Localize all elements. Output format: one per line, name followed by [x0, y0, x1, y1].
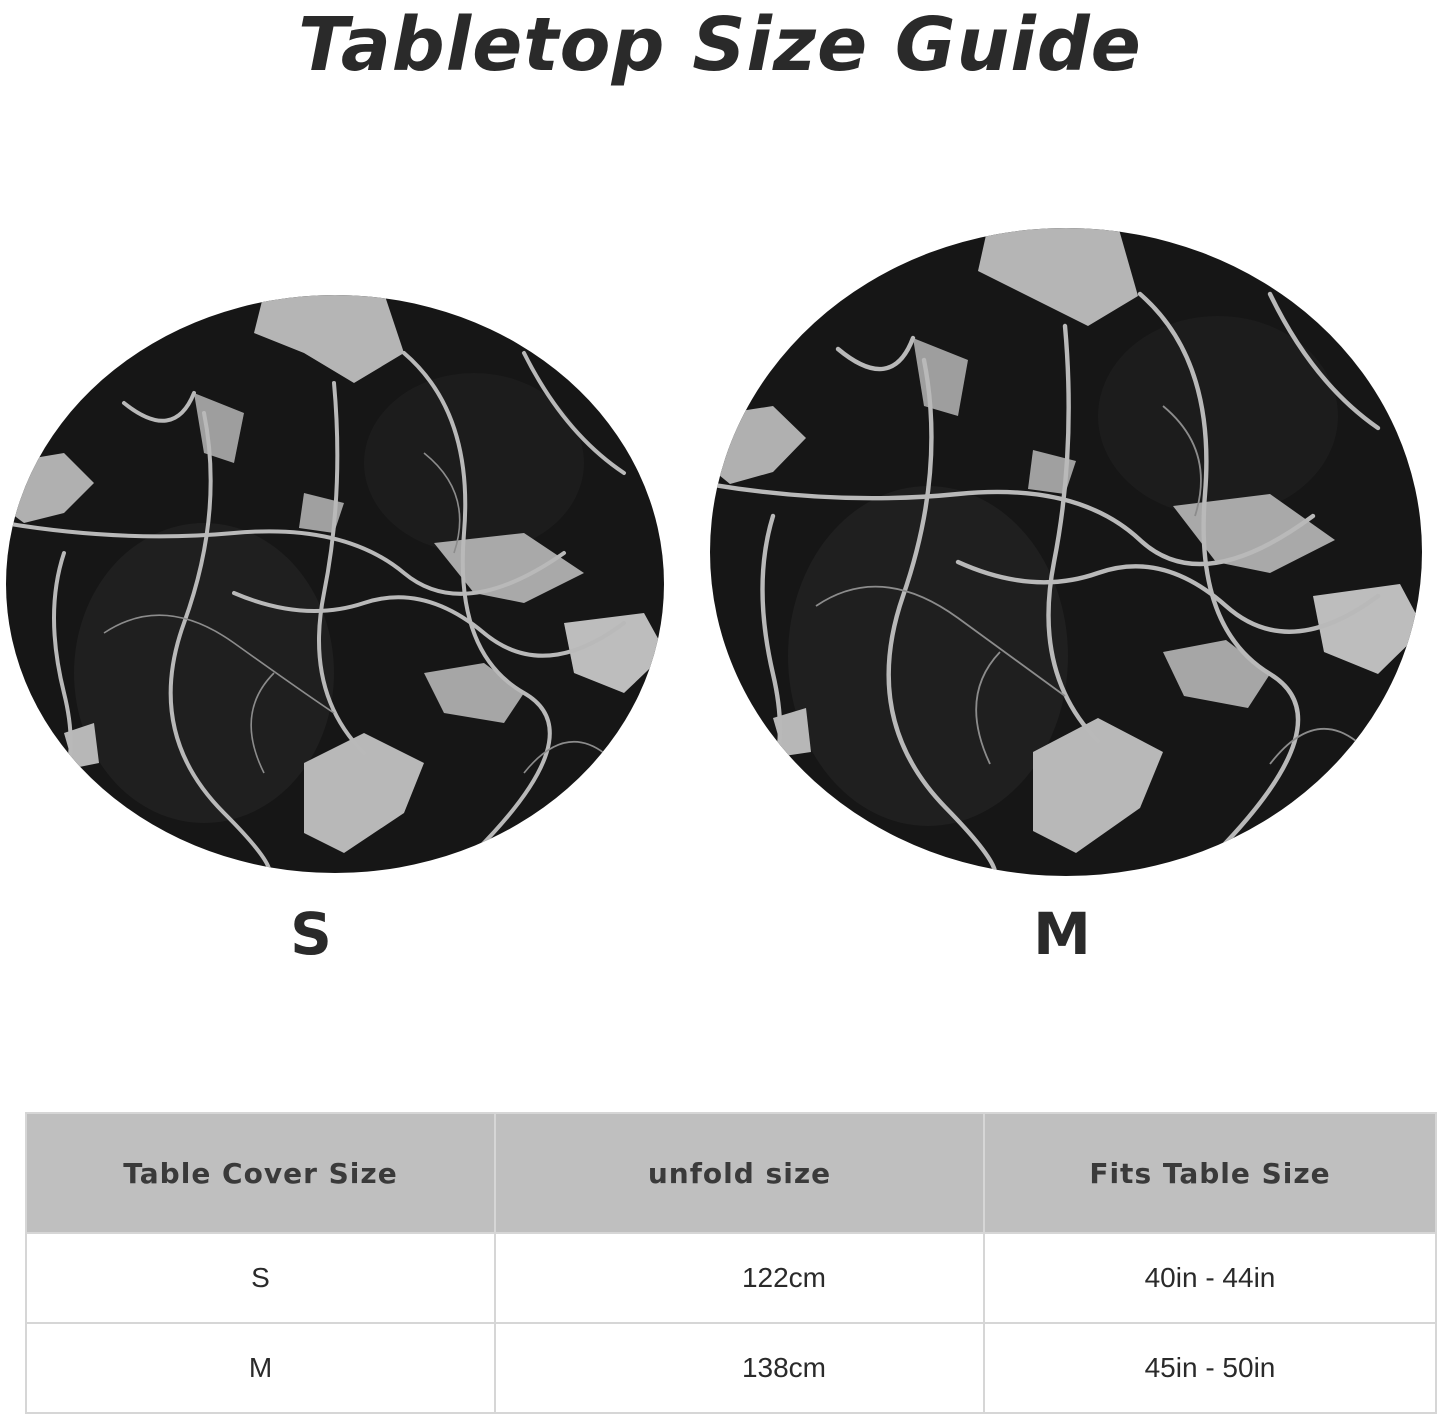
cell-unfold-size: 138cm — [495, 1323, 984, 1413]
table-row — [26, 1233, 1436, 1323]
page-title: Tabletop Size Guide — [298, 2, 1142, 88]
header-fits-table-size: Fits Table Size — [984, 1113, 1436, 1233]
header-unfold-size: unfold size — [495, 1113, 984, 1233]
size-table — [25, 1112, 1437, 1414]
small-marble-table-image — [4, 293, 666, 875]
table-header-row — [26, 1113, 1436, 1233]
cell-fits-size: 45in - 50in — [984, 1323, 1436, 1413]
size-label-m: M — [1033, 900, 1091, 968]
medium-marble-table-image — [708, 226, 1424, 878]
cell-fits-size: 40in - 44in — [984, 1233, 1436, 1323]
cell-cover-size: M — [26, 1323, 495, 1413]
cell-unfold-size: 122cm — [495, 1233, 984, 1323]
table-row — [26, 1323, 1436, 1413]
cell-cover-size: S — [26, 1233, 495, 1323]
header-table-cover-size: Table Cover Size — [26, 1113, 495, 1233]
size-label-s: S — [290, 900, 332, 968]
